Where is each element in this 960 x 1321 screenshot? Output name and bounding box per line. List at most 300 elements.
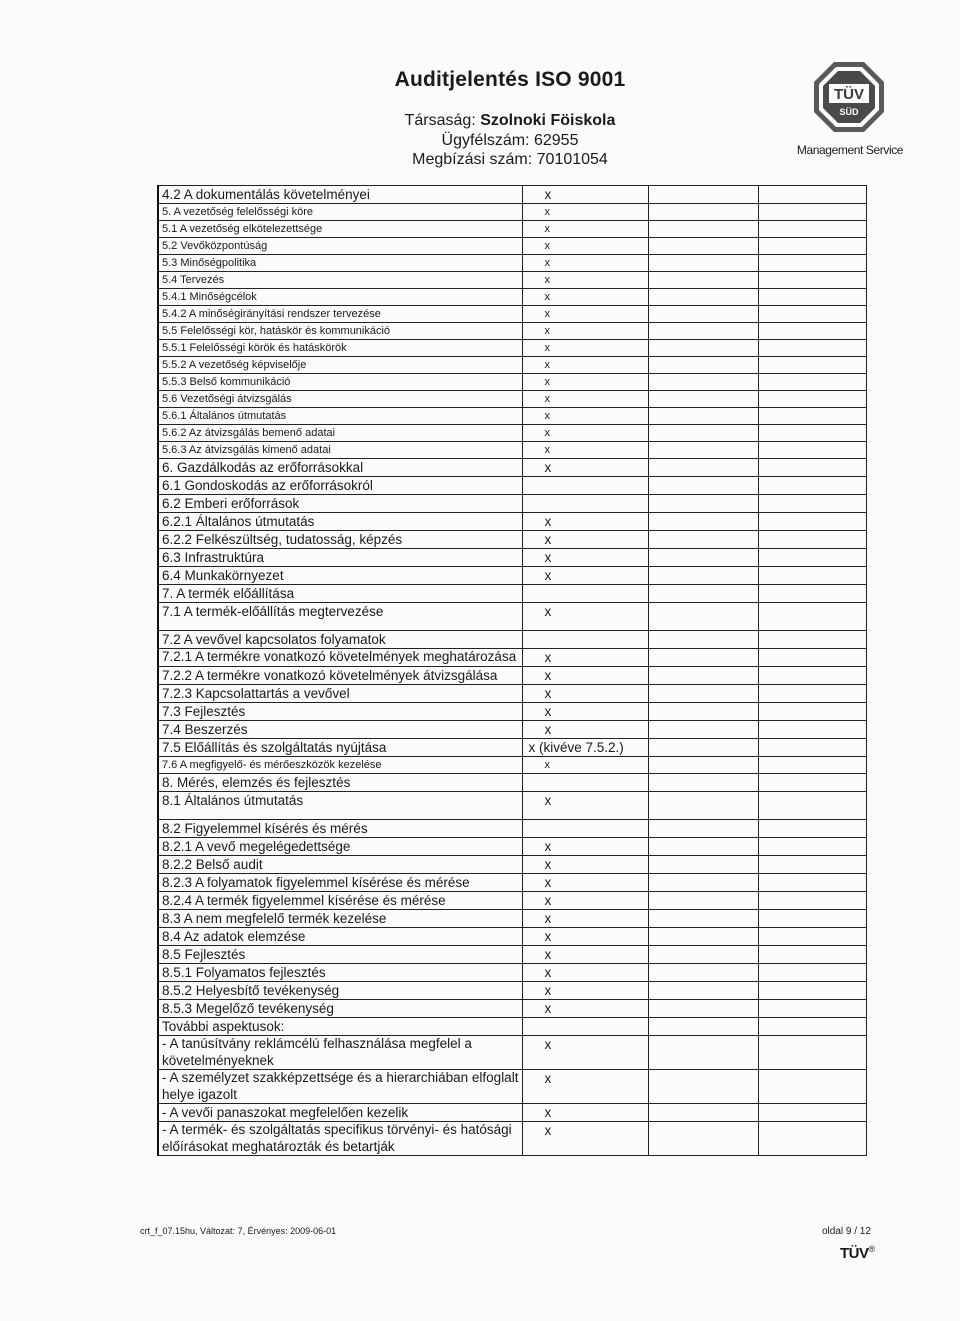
table-row [158,513,866,531]
assessment-mark-cell [522,649,648,667]
empty-cell [758,1018,866,1036]
requirement-cell: 7.1 A termék-előállítás megtervezése [158,603,522,631]
assessment-mark: x [544,274,550,286]
assessment-mark-cell [522,1070,648,1104]
requirement-cell: 8.5 Fejlesztés [158,946,522,964]
assessment-mark-cell [522,391,648,408]
requirement-cell: 8.2 Figyelemmel kísérés és mérés [158,820,522,838]
requirement-cell: 8. Mérés, elemzés és fejlesztés [158,774,522,792]
table-row [158,323,866,340]
assessment-mark-cell [522,459,648,477]
table-row [158,391,866,408]
requirement-cell: 8.5.2 Helyesbítő tevékenység [158,982,522,1000]
assessment-mark-cell [522,238,648,255]
empty-cell [758,856,866,874]
requirement-cell: 8.2.1 A vevő megelégedettsége [158,838,522,856]
requirement-cell: 5.6.3 Az átvizsgálás kimenő adatai [158,442,522,459]
empty-cell [758,792,866,820]
empty-cell [758,289,866,306]
assessment-mark-cell [522,856,648,874]
empty-cell [648,649,758,667]
table-row [158,649,866,667]
table-row [158,340,866,357]
assessment-mark: x [544,722,552,737]
assessment-mark-cell [522,549,648,567]
company-label: Társaság: [404,112,481,129]
requirement-cell: 7.5 Előállítás és szolgáltatás nyújtása [158,739,522,757]
assessment-mark-cell [522,982,648,1000]
company-name: Szolnoki Föiskola [480,112,616,129]
table-row [158,255,866,272]
table-row [158,1122,866,1156]
empty-cell [648,477,758,495]
assessment-mark: x [544,1037,552,1052]
assessment-mark: x [544,668,552,683]
table-row [158,874,866,892]
table-row [158,1018,866,1036]
empty-cell [648,820,758,838]
table-row [158,306,866,323]
table-row [158,603,866,631]
assessment-mark-cell [522,603,648,631]
table-row [158,892,866,910]
requirement-cell: 6.3 Infrastruktúra [158,549,522,567]
empty-cell [758,774,866,792]
requirement-cell: 8.4 Az adatok elemzése [158,928,522,946]
assessment-mark: x [544,291,550,303]
assessment-mark-cell [522,513,648,531]
empty-cell [758,549,866,567]
table-row [158,567,866,585]
assessment-mark-cell [522,221,648,238]
table-row [158,964,866,982]
table-row [158,703,866,721]
assessment-mark: x [544,568,552,583]
requirement-cell: 5.2 Vevőközpontúság [158,238,522,255]
empty-cell [648,513,758,531]
assessment-mark: x [544,704,552,719]
assessment-mark-cell [522,946,648,964]
empty-cell [758,531,866,549]
requirement-cell: 5.5 Felelősségi kör, hatáskör és kommunikáció [158,323,522,340]
empty-cell [758,204,866,221]
empty-cell [758,631,866,649]
requirement-cell: 6.2.2 Felkészültség, tudatosság, képzés [158,531,522,549]
assessment-mark-cell [522,1104,648,1122]
assessment-mark: x [544,759,550,771]
empty-cell [758,964,866,982]
table-row [158,685,866,703]
assessment-mark: x [544,359,550,371]
tuv-sud-logo [812,60,886,134]
requirement-cell: 6.4 Munkakörnyezet [158,567,522,585]
requirement-cell: 8.3 A nem megfelelő termék kezelése [158,910,522,928]
empty-cell [648,255,758,272]
empty-cell [758,442,866,459]
empty-cell [648,946,758,964]
assessment-mark-cell [522,477,648,495]
empty-cell [758,272,866,289]
empty-cell [648,1104,758,1122]
table-row [158,667,866,685]
requirement-cell: 6.1 Gondoskodás az erőforrásokról [158,477,522,495]
table-row [158,442,866,459]
empty-cell [758,306,866,323]
table-row [158,774,866,792]
table-row [158,459,866,477]
assessment-mark: x [544,839,552,854]
table-row [158,374,866,391]
requirement-cell: 8.5.1 Folyamatos fejlesztés [158,964,522,982]
empty-cell [758,374,866,391]
requirement-cell: 7.3 Fejlesztés [158,703,522,721]
empty-cell [758,703,866,721]
empty-cell [648,721,758,739]
empty-cell [648,289,758,306]
empty-cell [758,982,866,1000]
assessment-mark: x [544,187,552,202]
empty-cell [758,255,866,272]
assessment-mark: x [544,929,552,944]
assessment-mark-cell [522,1000,648,1018]
table-row [158,1000,866,1018]
assessment-mark: x [544,240,550,252]
requirement-cell: 7.2 A vevővel kapcsolatos folyamatok [158,631,522,649]
audit-table-body [158,186,866,1156]
empty-cell [648,685,758,703]
empty-cell [758,238,866,255]
registered-mark: ® [868,1244,875,1254]
empty-cell [648,856,758,874]
requirement-cell: 5.6.1 Általános útmutatás [158,408,522,425]
requirement-cell: 5.5.3 Belső kommunikáció [158,374,522,391]
empty-cell [758,340,866,357]
empty-cell [758,567,866,585]
assessment-mark: x [544,376,550,388]
empty-cell [648,928,758,946]
empty-cell [648,306,758,323]
assessment-mark-cell [522,272,648,289]
assessment-mark-cell [522,721,648,739]
empty-cell [758,721,866,739]
assessment-mark-cell [522,531,648,549]
table-row [158,739,866,757]
assessment-mark: x [544,342,550,354]
empty-cell [648,774,758,792]
assessment-mark: x [544,686,552,701]
empty-cell [648,357,758,374]
footer-brand [840,1244,875,1262]
assessment-mark-cell [522,495,648,513]
empty-cell [758,910,866,928]
table-row [158,820,866,838]
assessment-mark-cell [522,703,648,721]
requirement-cell: 5.4 Tervezés [158,272,522,289]
table-row [158,272,866,289]
assessment-mark-cell [522,739,648,757]
assessment-mark-cell [522,667,648,685]
empty-cell [758,477,866,495]
requirement-cell: 5.1 A vezetőség elkötelezettsége [158,221,522,238]
table-row [158,721,866,739]
table-row [158,549,866,567]
empty-cell [758,946,866,964]
assessment-mark: x [544,393,550,405]
contract-number: Megbízási szám: 70101054 [412,151,608,168]
empty-cell [648,221,758,238]
empty-cell [648,1122,758,1156]
empty-cell [758,495,866,513]
logo-caption: Management Service [796,143,904,157]
assessment-mark-cell [522,255,648,272]
footer-brand-text: TÜV [840,1245,869,1262]
page-number: oldal 9 / 12 [822,1226,871,1237]
table-row [158,221,866,238]
assessment-mark: x [544,793,552,808]
empty-cell [648,1018,758,1036]
empty-cell [758,585,866,603]
assessment-mark: x [544,444,550,456]
table-row [158,1070,866,1104]
assessment-mark: x [544,604,552,619]
empty-cell [648,874,758,892]
assessment-mark: x [544,875,552,890]
assessment-mark-cell [522,186,648,204]
table-row [158,946,866,964]
empty-cell [758,186,866,204]
empty-cell [648,442,758,459]
assessment-mark-cell [522,585,648,603]
requirement-cell: 5.4.1 Minőségcélok [158,289,522,306]
requirement-cell: 5.6 Vezetőségi átvizsgálás [158,391,522,408]
assessment-mark: x [544,427,550,439]
empty-cell [648,1070,758,1104]
empty-cell [758,757,866,774]
assessment-mark-cell [522,1018,648,1036]
empty-cell [648,964,758,982]
empty-cell [648,204,758,221]
empty-cell [648,792,758,820]
assessment-mark: x [544,1071,552,1086]
empty-cell [758,820,866,838]
table-row [158,928,866,946]
table-row [158,495,866,513]
empty-cell [758,892,866,910]
assessment-mark-cell [522,306,648,323]
table-row [158,757,866,774]
table-row [158,631,866,649]
empty-cell [758,513,866,531]
requirement-cell: 7. A termék előállítása [158,585,522,603]
assessment-mark-cell [522,357,648,374]
assessment-mark-cell [522,838,648,856]
empty-cell [758,1070,866,1104]
requirement-cell: - A tanúsítvány reklámcélú felhasználása megfelel a követelményeknek [158,1036,522,1070]
empty-cell [758,874,866,892]
requirement-cell: 5.5.1 Felelősségi körök és hatáskörök [158,340,522,357]
logo-text-sub: SÜD [839,107,859,117]
assessment-mark: x [544,410,550,422]
empty-cell [648,1000,758,1018]
empty-cell [758,739,866,757]
table-row [158,585,866,603]
assessment-mark: x [544,650,552,665]
assessment-mark-cell [522,374,648,391]
requirement-cell: - A termék- és szolgáltatás specifikus törvényi- és hatósági előírásokat meghatározták és betartják [158,1122,522,1156]
assessment-mark-cell [522,323,648,340]
assessment-mark: x [544,893,552,908]
assessment-mark: x [544,1001,552,1016]
empty-cell [758,685,866,703]
empty-cell [648,838,758,856]
assessment-mark: x [544,223,550,235]
empty-cell [648,323,758,340]
assessment-mark-cell [522,408,648,425]
empty-cell [758,1122,866,1156]
assessment-mark-cell [522,874,648,892]
empty-cell [648,757,758,774]
empty-cell [758,838,866,856]
table-row [158,425,866,442]
assessment-mark-cell [522,757,648,774]
table-row [158,408,866,425]
requirement-cell: 7.4 Beszerzés [158,721,522,739]
table-row [158,289,866,306]
empty-cell [758,221,866,238]
empty-cell [758,425,866,442]
empty-cell [648,739,758,757]
assessment-mark-cell [522,910,648,928]
empty-cell [648,374,758,391]
client-number: Ügyfélszám: 62955 [441,132,579,149]
assessment-mark-cell [522,631,648,649]
requirement-cell: 5. A vezetőség felelősségi köre [158,204,522,221]
table-row [158,910,866,928]
requirement-cell: 5.4.2 A minőségirányítási rendszer tervezése [158,306,522,323]
assessment-mark: x [544,857,552,872]
assessment-mark: x [544,514,552,529]
empty-cell [758,603,866,631]
assessment-mark-cell [522,964,648,982]
assessment-mark-cell [522,204,648,221]
table-row [158,792,866,820]
assessment-mark: x [544,325,550,337]
requirement-cell: 8.1 Általános útmutatás [158,792,522,820]
document-reference: crt_f_07.15hu, Változat: 7, Érvényes: 2009-06-01 [140,1226,337,1236]
requirement-cell: 7.2.3 Kapcsolattartás a vevővel [158,685,522,703]
table-row [158,838,866,856]
table-row [158,1036,866,1070]
assessment-mark-cell [522,340,648,357]
empty-cell [758,408,866,425]
table-row [158,1104,866,1122]
requirement-cell: 8.2.4 A termék figyelemmel kísérése és mérése [158,892,522,910]
table-row [158,856,866,874]
empty-cell [648,982,758,1000]
empty-cell [648,272,758,289]
requirement-cell: 6.2 Emberi erőforrások [158,495,522,513]
empty-cell [758,323,866,340]
empty-cell [758,357,866,374]
assessment-mark-cell [522,289,648,306]
assessment-mark: x [544,911,552,926]
empty-cell [648,667,758,685]
empty-cell [648,495,758,513]
empty-cell [648,238,758,255]
requirement-cell: 7.6 A megfigyelő- és mérőeszközök kezelése [158,757,522,774]
empty-cell [648,892,758,910]
empty-cell [648,340,758,357]
requirement-cell: 8.5.3 Megelőző tevékenység [158,1000,522,1018]
assessment-mark: x [544,1105,552,1120]
assessment-mark: x [544,983,552,998]
assessment-mark-cell [522,928,648,946]
empty-cell [758,1104,866,1122]
empty-cell [758,1000,866,1018]
requirement-cell: 7.2.2 A termékre vonatkozó követelmények átvizsgálása [158,667,522,685]
assessment-mark: x [544,947,552,962]
table-row [158,531,866,549]
requirement-cell: - A vevői panaszokat megfelelően kezelik [158,1104,522,1122]
empty-cell [648,531,758,549]
table-row [158,186,866,204]
assessment-mark: x [544,532,552,547]
assessment-mark-cell [522,892,648,910]
assessment-mark: x [544,460,552,475]
assessment-mark: x (kivéve 7.5.2.) [528,740,624,755]
assessment-mark-cell [522,1122,648,1156]
empty-cell [648,585,758,603]
empty-cell [648,391,758,408]
empty-cell [758,649,866,667]
assessment-mark-cell [522,820,648,838]
empty-cell [648,186,758,204]
empty-cell [648,603,758,631]
table-row [158,477,866,495]
empty-cell [648,703,758,721]
assessment-mark: x [544,257,550,269]
assessment-mark: x [544,206,550,218]
assessment-mark-cell [522,685,648,703]
empty-cell [648,459,758,477]
assessment-mark-cell [522,792,648,820]
requirement-cell: 7.2.1 A termékre vonatkozó követelmények meghatározása [158,649,522,667]
requirement-cell: 4.2 A dokumentálás követelményei [158,186,522,204]
audit-checklist-table [157,185,867,1156]
company-line [360,112,660,130]
empty-cell [758,1036,866,1070]
assessment-mark-cell [522,567,648,585]
requirement-cell: 6.2.1 Általános útmutatás [158,513,522,531]
empty-cell [758,391,866,408]
assessment-mark-cell [522,774,648,792]
requirement-cell: 5.3 Minőségpolitika [158,255,522,272]
requirement-cell: 8.2.2 Belső audit [158,856,522,874]
assessment-mark-cell [522,1036,648,1070]
requirement-cell: 8.2.3 A folyamatok figyelemmel kísérése és mérése [158,874,522,892]
assessment-mark: x [544,308,550,320]
empty-cell [758,928,866,946]
requirement-cell: További aspektusok: [158,1018,522,1036]
assessment-mark-cell [522,442,648,459]
empty-cell [758,667,866,685]
empty-cell [648,408,758,425]
requirement-cell: 6. Gazdálkodás az erőforrásokkal [158,459,522,477]
table-row [158,238,866,255]
logo-text-main: TÜV [834,86,864,103]
empty-cell [758,459,866,477]
assessment-mark: x [544,550,552,565]
